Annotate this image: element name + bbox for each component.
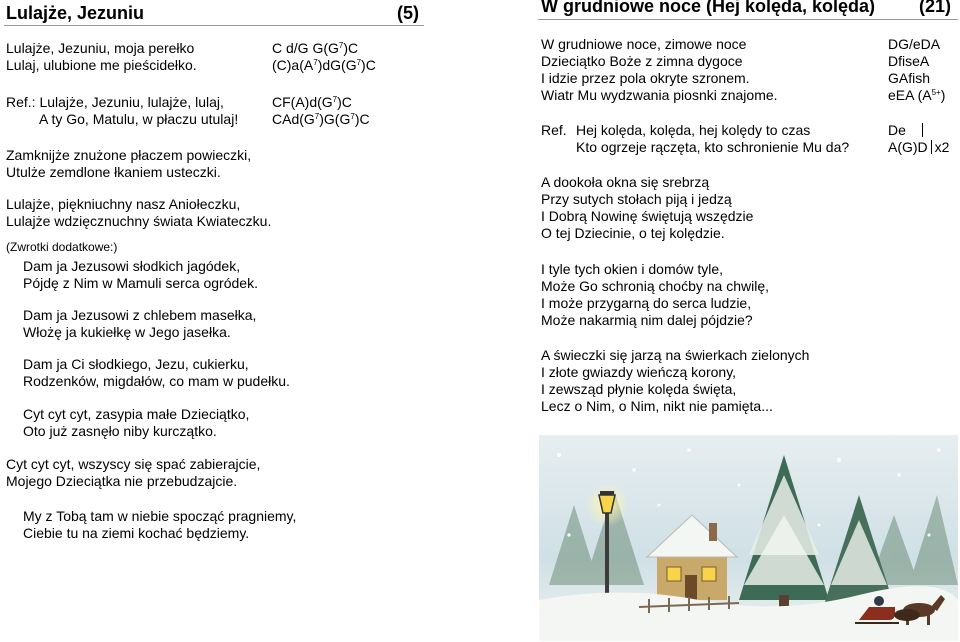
right-verse3-line3: I może przygarną do serca ludzie,: [541, 295, 752, 311]
right-verse1-chord2: DfiseA: [888, 53, 930, 69]
right-verse3-line2: Może Go schronią choćby na chwilę,: [541, 278, 769, 294]
right-verse4-line4: Lecz o Nim, o Nim, nikt nie pamięta...: [541, 398, 773, 414]
right-song-number: (21): [919, 0, 952, 16]
right-verse1-chord3: GAfish: [888, 70, 931, 86]
left-song-title: Lulajże, Jezuniu: [6, 3, 145, 23]
right-verse4-line3: I zewsząd płynie kolęda święta,: [541, 381, 737, 397]
right-verse2-line4: O tej Dziecinie, o tej kolędzie.: [541, 225, 725, 241]
left-refrain-line2: A ty Go, Matulu, w płaczu utulaj!: [39, 111, 239, 127]
left-verse1-chord1: C d/G $G(G^7)C$: [272, 40, 359, 56]
right-title-rule: [538, 19, 958, 20]
left-extra3-line1: Dam ja Ci słodkiego, Jezu, cukierku,: [23, 356, 249, 372]
right-refrain-line2: Kto ogrzeje rączęta, kto schronienie Mu da?: [576, 139, 850, 155]
right-verse1-chord1: DG/eDA: [888, 36, 941, 52]
right-verse1-line2: Dzieciątko Boże z zimna dygoce: [541, 53, 743, 69]
right-verse4-line1: A świeczki się jarzą na świerkach zielonych: [541, 347, 810, 363]
left-extra4-line2: Oto już zasnęło niby kurczątko.: [23, 423, 217, 439]
left-extra1-line1: Dam ja Jezusowi słodkich jagódek,: [23, 258, 241, 274]
right-verse1-line1: W grudniowe noce, zimowe noce: [541, 36, 747, 52]
right-verse3-line4: Może nakarmią nim dalej pójdzie?: [541, 312, 753, 328]
right-refrain-chord2: A(G)D x2: [888, 139, 950, 155]
left-verse-last-line2: Ciebie tu na ziemi kochać będziemy.: [23, 525, 250, 541]
left-verse-last-line1: My z Tobą tam w niebie spocząć pragniemy,: [23, 508, 297, 524]
left-extra1-line2: Pójdę z Nim w Mamuli serca ogródek.: [23, 275, 258, 291]
right-refrain-label: Ref.: [541, 122, 567, 138]
left-refrain-chord2: $CAd(G^7)G(G^7)C$: [272, 111, 370, 127]
left-verse2-line2: Utulże zemdlone łkaniem usteczki.: [6, 164, 221, 180]
right-refrain-line1: Hej kolęda, kolęda, hej kolędy to czas: [576, 122, 811, 138]
right-song-title: W grudniowe noce (Hej kolęda, kolęda): [541, 0, 876, 16]
left-extra4-line1: Cyt cyt cyt, zasypia małe Dzieciątko,: [23, 406, 250, 422]
left-song-number: (5): [397, 3, 419, 23]
left-verse1-chord2: $(C)a(A^7)dG(G^7)C$: [272, 57, 376, 73]
left-extra2-line1: Dam ja Jezusowi z chlebem masełka,: [23, 307, 257, 323]
left-verse1-line2: Lulaj, ulubione me pieścidełko.: [6, 57, 197, 73]
right-verse1-line3: I idzie przez pola okryte szronem.: [541, 70, 750, 86]
right-verse1-chord4: eEA $(A^{5+})$: [888, 87, 946, 103]
left-extra-label: (Zwrotki dodatkowe:): [6, 240, 118, 254]
left-verse-end-line2: Mojego Dzieciątka nie przebudzajcie.: [6, 473, 238, 489]
left-refrain-line1: Ref.: Lulajże, Jezuniu, lulajże, lulaj,: [6, 94, 224, 110]
left-verse3-line2: Lulajże wdzięcznuchny świata Kwiateczku.: [6, 213, 272, 229]
right-verse2-line1: A dookoła okna się srebrzą: [541, 174, 710, 190]
left-extra3-line2: Rodzenków, migdałów, co mam w pudełku.: [23, 373, 290, 389]
left-verse2-line1: Zamknijże znużone płaczem powieczki,: [6, 147, 252, 163]
left-verse3-line1: Lulajże, piękniuchny nasz Aniołeczku,: [6, 196, 241, 212]
left-extra2-line2: Włożę ja kukiełkę w Jego jasełka.: [23, 324, 231, 340]
right-verse3-line1: I tyle tych okien i domów tyle,: [541, 261, 724, 277]
left-verse1-line1: Lulajże, Jezuniu, moja perełko: [6, 40, 195, 56]
left-verse-end-line1: Cyt cyt cyt, wszyscy się spać zabierajcie,: [6, 456, 261, 472]
right-verse1-line4: Wiatr Mu wydzwania piosnki znajome.: [541, 87, 778, 103]
right-refrain-chord1: De: [888, 122, 926, 139]
right-verse4-line2: I złote gwiazdy wieńczą korony,: [541, 364, 737, 380]
right-verse2-line2: Przy sutych stołach piją i jedzą: [541, 191, 732, 207]
left-refrain-chord1: $CF(A)d(G^7)C$: [272, 94, 352, 110]
right-verse2-line3: I Dobrą Nowinę świętują wszędzie: [541, 208, 754, 224]
winter-cabin-illustration: [539, 435, 958, 641]
left-title-rule: [4, 25, 424, 26]
